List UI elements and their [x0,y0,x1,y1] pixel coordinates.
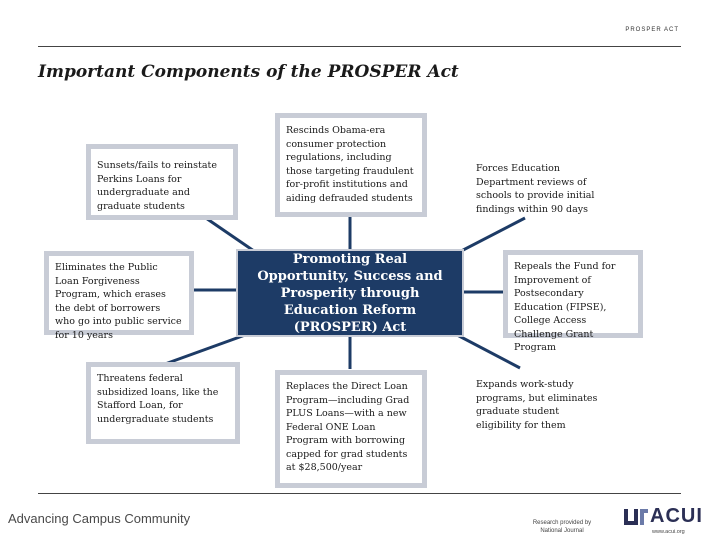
footer-credit-line2: National Journal [540,528,584,534]
component-workstudy [465,368,615,436]
component-pslf [44,251,194,341]
footer-credit-line1: Research provided by [532,520,592,526]
header-tag: PROSPER ACT [625,27,679,33]
bottom-divider [38,493,681,494]
component-direct [275,370,427,488]
component-fipse [503,250,643,353]
component-direct-text: Replaces the Direct Loan Program—including Grad PLUS Loans—with a new Federal ONE Loan Program with borrowing capped for grad students at $28,500/year [286,381,410,473]
acui-logo-icon [624,508,648,526]
component-perkins-text: Sunsets/fails to reinstate Perkins Loans for undergraduate and graduate students [97,160,217,212]
component-perkins [86,144,238,220]
prosper-act-center-node [236,249,464,337]
component-subsidized [86,362,240,444]
component-reviews [465,152,615,220]
component-fipse-text: Repeals the Fund for Improvement of Postsecondary Education (FIPSE), College Access Challenge Grant Program [514,261,616,353]
acui-logo-text: ACUI [650,505,703,527]
component-obama [275,113,427,217]
acui-logo-url: www.acui.org [652,529,685,535]
component-reviews-text: Forces Education Department reviews of schools to provide initial findings within 90 days [476,163,595,215]
component-obama-text: Rescinds Obama-era consumer protection regulations, including those targeting fraudulent for-profit institutions and aiding defrauded students [286,125,414,204]
acui-logo [622,505,718,537]
page-title: Important Components of the PROSPER Act [38,62,459,82]
component-subsidized-text: Threatens federal subsidized loans, like the Stafford Loan, for undergraduate students [97,373,219,425]
center-node-text: Promoting Real Opportunity, Success and Prosperity through Education Reform (PROSPER) Act [257,251,443,335]
footer-credit [514,519,610,535]
footer-tagline: Advancing Campus Community [8,511,191,526]
component-pslf-text: Eliminates the Public Loan Forgiveness Program, which erases the debt of borrowers who go into public service for 10 years [55,262,182,341]
component-workstudy-text: Expands work-study programs, but eliminates graduate student eligibility for them [476,379,598,431]
